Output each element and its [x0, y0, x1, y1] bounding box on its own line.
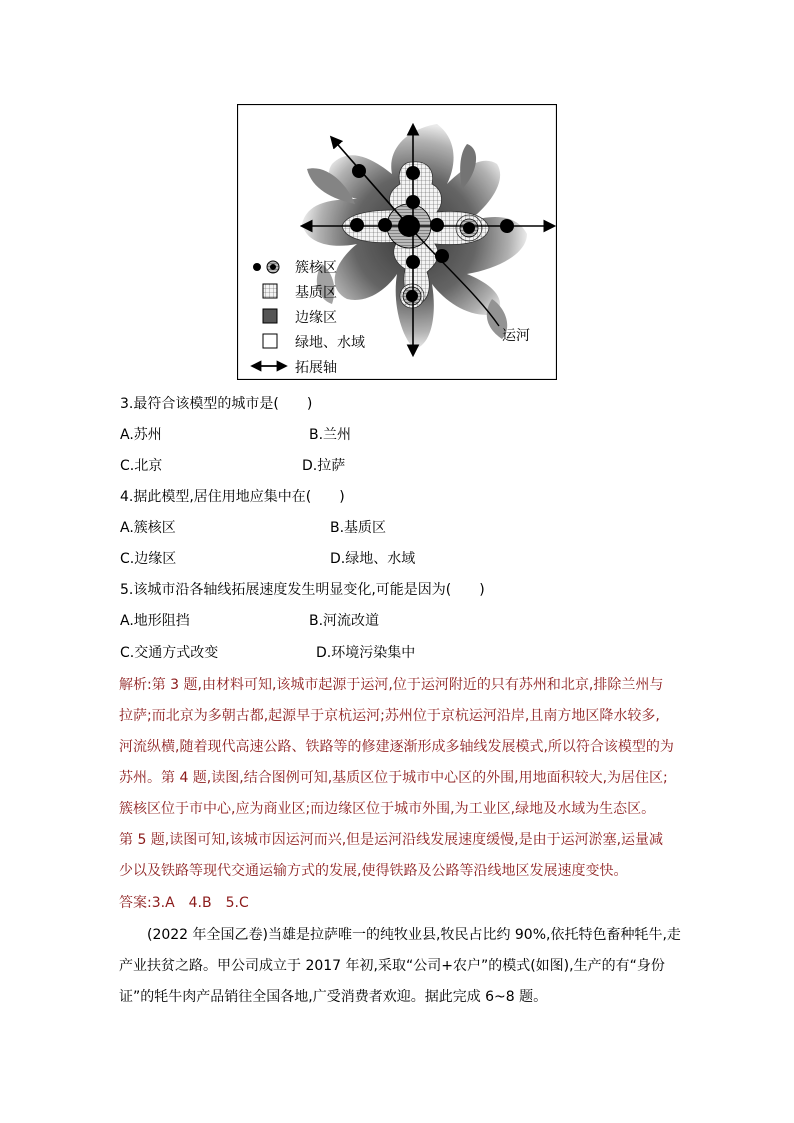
city-model-diagram — [237, 104, 557, 380]
q4-option-d: D.绿地、水域 — [330, 551, 416, 567]
analysis-line-2: 拉萨;而北京为多朝古都,起源早于京杭运河;苏州位于京杭运河沿岸,且南方地区降水较多, — [119, 708, 660, 724]
q4-option-b: B.基质区 — [330, 520, 387, 536]
q3-option-c: C.北京 — [120, 458, 163, 474]
intro-line-3: 证”的牦牛肉产品销往全国各地,广受消费者欢迎。据此完成 6~8 题。 — [119, 989, 548, 1005]
legend-item-matrix — [263, 284, 337, 301]
canal-label: 运河 — [502, 328, 530, 344]
city-model-figure — [237, 104, 557, 380]
legend-label-green: 绿地、水域 — [295, 335, 365, 351]
analysis-line-3: 河流纵横,随着现代高速公路、铁路等的修建逐渐形成多轴线发展模式,所以符合该模型的为 — [119, 739, 674, 755]
q4-option-c: C.边缘区 — [120, 551, 177, 567]
intro-line-2: 产业扶贫之路。甲公司成立于 2017 年初,采取“公司+农户”的模式(如图),生产的有“身份 — [119, 958, 665, 974]
analysis-line-6: 第 5 题,读图可知,该城市因运河而兴,但是运河沿线发展速度缓慢,是由于运河淤塞,运量减 — [119, 832, 664, 848]
question-4-stem: 4.据此模型,居住用地应集中在( ) — [120, 489, 345, 505]
analysis-line-5: 簇核区位于市中心,应为商业区;而边缘区位于城市外围,为工业区,绿地及水域为生态区。 — [119, 801, 656, 817]
q3-option-a: A.苏州 — [120, 427, 162, 443]
analysis-line-7: 少以及铁路等现代交通运输方式的发展,使得铁路及公路等沿线地区发展速度变快。 — [119, 863, 628, 879]
legend-label-edge: 边缘区 — [295, 310, 337, 326]
answer-label: 答案: — [119, 895, 152, 911]
legend-label-axis: 拓展轴 — [295, 360, 337, 376]
q3-option-b: B.兰州 — [309, 427, 352, 443]
intro-line-1: (2022 年全国乙卷)当雄是拉萨唯一的纯牧业县,牧民占比约 90%,依托特色畜种牦牛,走 — [119, 927, 681, 943]
analysis-line-4: 苏州。第 4 题,读图,结合图例可知,基质区位于城市中心区的外围,用地面积较大,为居住区; — [119, 770, 668, 786]
analysis-line-1: 解析:第 3 题,由材料可知,该城市起源于运河,位于运河附近的只有苏州和北京,排除兰州与 — [119, 677, 664, 693]
legend-label-matrix: 基质区 — [295, 285, 337, 301]
question-3-stem: 3.最符合该模型的城市是( ) — [120, 396, 313, 412]
question-5-stem: 5.该城市沿各轴线拓展速度发生明显变化,可能是因为( ) — [120, 582, 485, 598]
legend-label-core: 簇核区 — [295, 260, 337, 276]
q5-option-c: C.交通方式改变 — [120, 645, 219, 661]
q3-option-d: D.拉萨 — [302, 458, 346, 474]
q5-option-a: A.地形阻挡 — [120, 613, 190, 629]
q4-option-a: A.簇核区 — [120, 520, 176, 536]
q5-option-b: B.河流改道 — [309, 613, 380, 629]
q5-option-d: D.环境污染集中 — [316, 645, 416, 661]
legend-item-edge — [263, 309, 337, 326]
answer-row — [119, 893, 249, 913]
answer-value: 3.A 4.B 5.C — [151, 895, 249, 911]
